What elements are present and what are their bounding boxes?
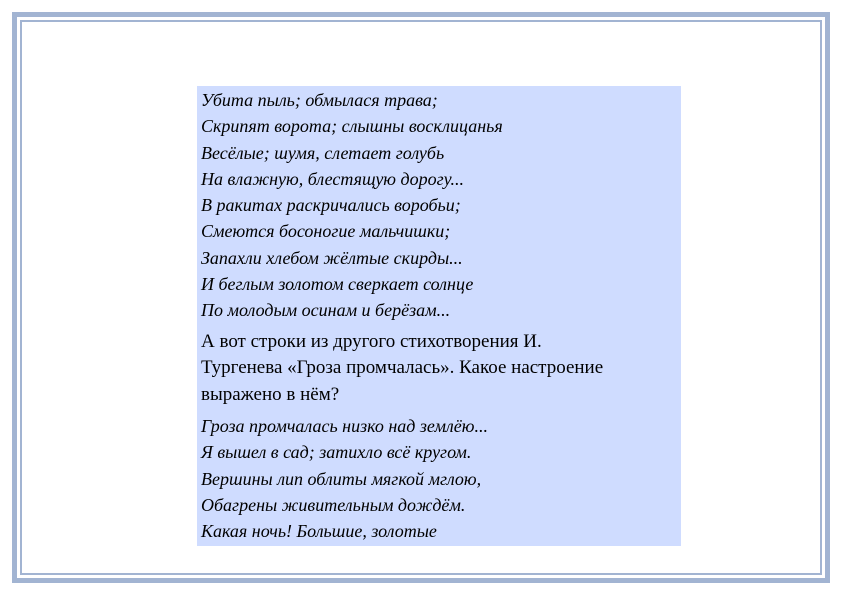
- text-box: [197, 86, 681, 546]
- poem-line: По молодым осинам и берёзам...: [201, 300, 451, 321]
- poem-stanza-1: [201, 87, 677, 324]
- poem-line: В ракитах раскричались воробьи;: [201, 195, 461, 216]
- poem-line: Убита пыль; обмылася трава;: [201, 90, 438, 110]
- poem-line: Смеются босоногие мальчишки;: [201, 221, 451, 242]
- poem-line: Скрипят ворота; слышны восклицанья: [201, 116, 503, 137]
- poem-stanza-2: [201, 413, 677, 544]
- poem-line: Весёлые; шумя, слетает голубь: [201, 142, 445, 163]
- poem-line: На влажную, блестящую дорогу...: [201, 168, 464, 189]
- question-line: Тургенева «Гроза промчалась». Какое настроение: [201, 357, 604, 379]
- poem-line: Запахли хлебом жёлтые скирды...: [201, 247, 463, 268]
- poem-line: Какая ночь! Большие, золотые: [201, 521, 437, 542]
- poem-line: И беглым золотом сверкает солнце: [201, 274, 474, 295]
- question-line: А вот строки из другого стихотворения И.: [201, 330, 542, 352]
- question-line: выражено в нём?: [201, 383, 340, 405]
- question-paragraph: [201, 329, 677, 409]
- poem-line: Обагрены живительным дождём.: [201, 495, 466, 516]
- poem-line: Гроза промчалась низко над землёю...: [201, 416, 488, 437]
- poem-line: Я вышел в сад; затихло всё кругом.: [201, 442, 472, 463]
- poem-line: Вершины лип облиты мягкой мглою,: [201, 468, 482, 489]
